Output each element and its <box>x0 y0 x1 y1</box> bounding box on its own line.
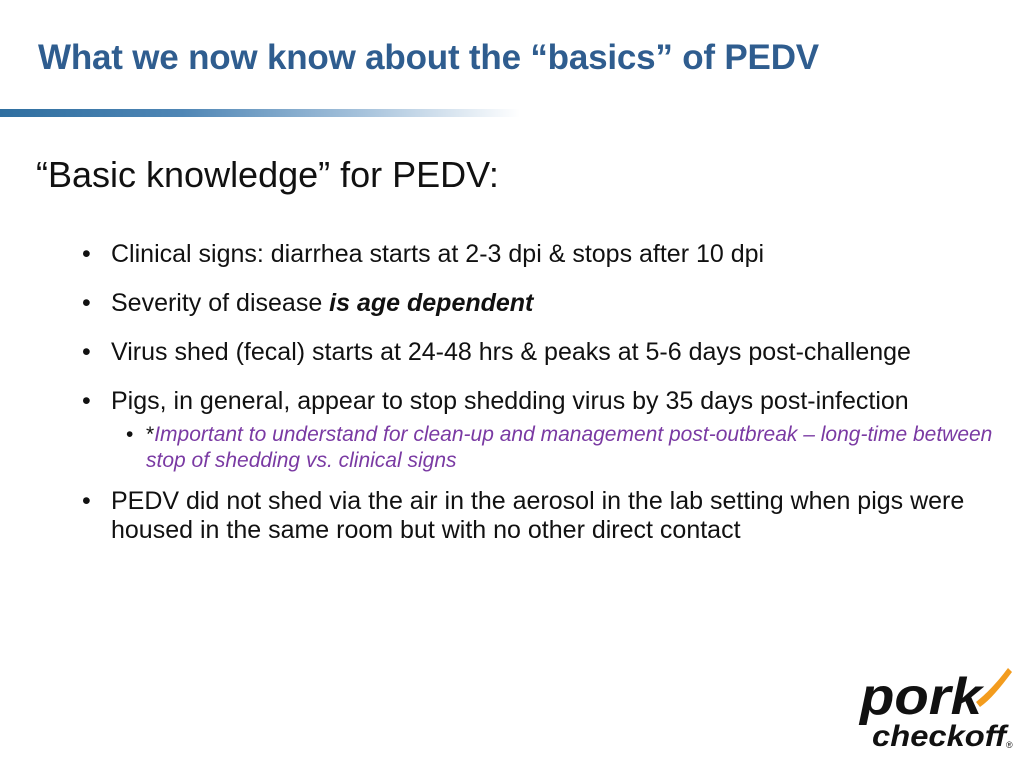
sub-bullet-marker: * <box>146 423 155 446</box>
sub-bullet-text: Important to understand for clean-up and management post-outbreak – long-time between stop of shedding vs. clinical signs <box>146 423 993 472</box>
bullet-text: Severity of disease <box>111 289 330 317</box>
bullet-item <box>82 240 1002 269</box>
bullet-text: Clinical signs: diarrhea starts at 2-3 dpi & stops after 10 dpi <box>111 240 765 268</box>
logo-pork-text: pork <box>858 668 986 726</box>
logo-registered-mark: ® <box>1006 740 1013 750</box>
pork-checkoff-logo <box>858 660 1018 754</box>
sub-bullet-list <box>111 422 1002 474</box>
bullet-dot-icon: • <box>82 387 91 415</box>
bullet-text: Virus shed (fecal) starts at 24-48 hrs & peaks at 5-6 days post-challenge <box>111 338 911 366</box>
slide-title: What we now know about the “basics” of PEDV <box>38 38 819 77</box>
bullet-list <box>82 240 1002 565</box>
sub-bullet-dot-icon: • <box>126 423 134 446</box>
title-underline <box>0 109 520 117</box>
logo-checkoff-text: checkoff <box>872 720 1010 753</box>
bullet-dot-icon: • <box>82 487 91 515</box>
bullet-item <box>82 338 1002 367</box>
bullet-text: Pigs, in general, appear to stop shedding virus by 35 days post-infection <box>111 387 909 415</box>
bullet-dot-icon: • <box>82 240 91 268</box>
bullet-emphasis: is age dependent <box>329 289 534 317</box>
sub-bullet-item <box>126 422 1002 474</box>
bullet-item <box>82 289 1002 318</box>
bullet-dot-icon: • <box>82 338 91 366</box>
bullet-dot-icon: • <box>82 289 91 317</box>
slide-subtitle: “Basic knowledge” for PEDV: <box>36 154 499 195</box>
bullet-item <box>82 487 1002 545</box>
bullet-text: PEDV did not shed via the air in the aerosol in the lab setting when pigs were housed in the same room but with no other direct contact <box>111 487 965 544</box>
bullet-item <box>82 387 1002 474</box>
